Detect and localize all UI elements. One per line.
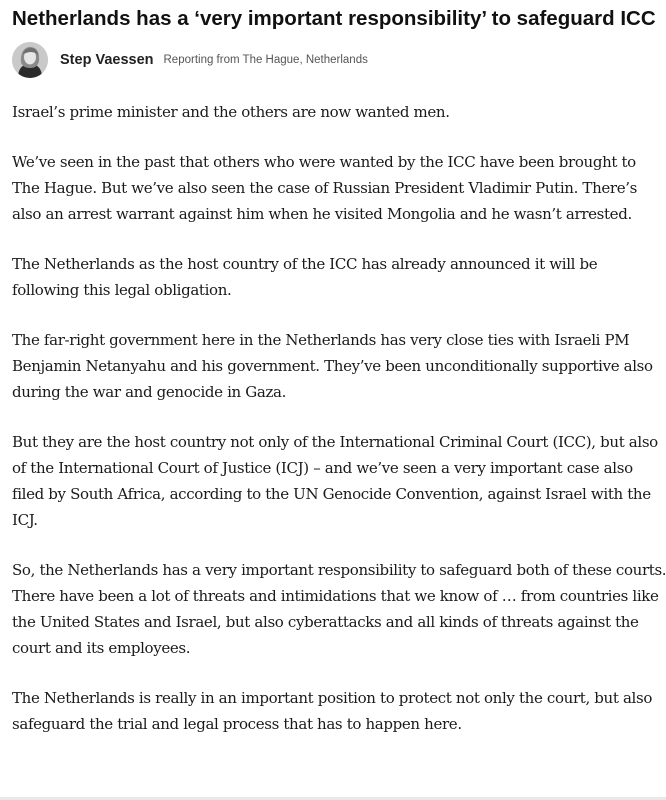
article-paragraph: So, the Netherlands has a very important responsibility to safeguard both of these courts. There have been a lot of threats and intimidations that we know of … from countries like the United States and Israel, but also cyberattacks and all kinds of threats against the court and its employees.	[12, 561, 666, 657]
author-name[interactable]: Step Vaessen	[60, 52, 154, 68]
reporting-location: Reporting from The Hague, Netherlands	[163, 54, 368, 66]
article-paragraph: The far-right government here in the Netherlands has very close ties with Israeli PM Benjamin Netanyahu and his government. They’ve been unconditionally supportive also during the war and genocide in Gaza.	[12, 331, 653, 401]
article-paragraph: The Netherlands is really in an important position to protect not only the court, but also safeguard the trial and legal process that has to happen here.	[12, 689, 653, 733]
article-paragraph: Israel’s prime minister and the others are now wanted men.	[12, 103, 450, 121]
article-paragraph: But they are the host country not only of the International Criminal Court (ICC), but also of the International Court of Justice (ICJ) – and we’ve seen a very important case also filed by South Africa, according to the UN Genocide Convention, against Israel with the ICJ.	[12, 433, 658, 529]
article-headline: Netherlands has a ‘very important responsibility’ to safeguard ICC	[12, 7, 656, 30]
article	[12, 0, 664, 761]
article-paragraph: We’ve seen in the past that others who were wanted by the ICC have been brought to The Hague. But we’ve also seen the case of Russian President Vladimir Putin. There’s also an arrest warrant against him when he visited Mongolia and he wasn’t arrested.	[12, 153, 638, 223]
article-paragraph: The Netherlands as the host country of the ICC has already announced it will be following this legal obligation.	[12, 255, 598, 299]
author-avatar[interactable]	[12, 42, 48, 78]
author-portrait-icon	[12, 42, 48, 78]
article-body	[12, 99, 664, 737]
byline	[12, 41, 664, 79]
